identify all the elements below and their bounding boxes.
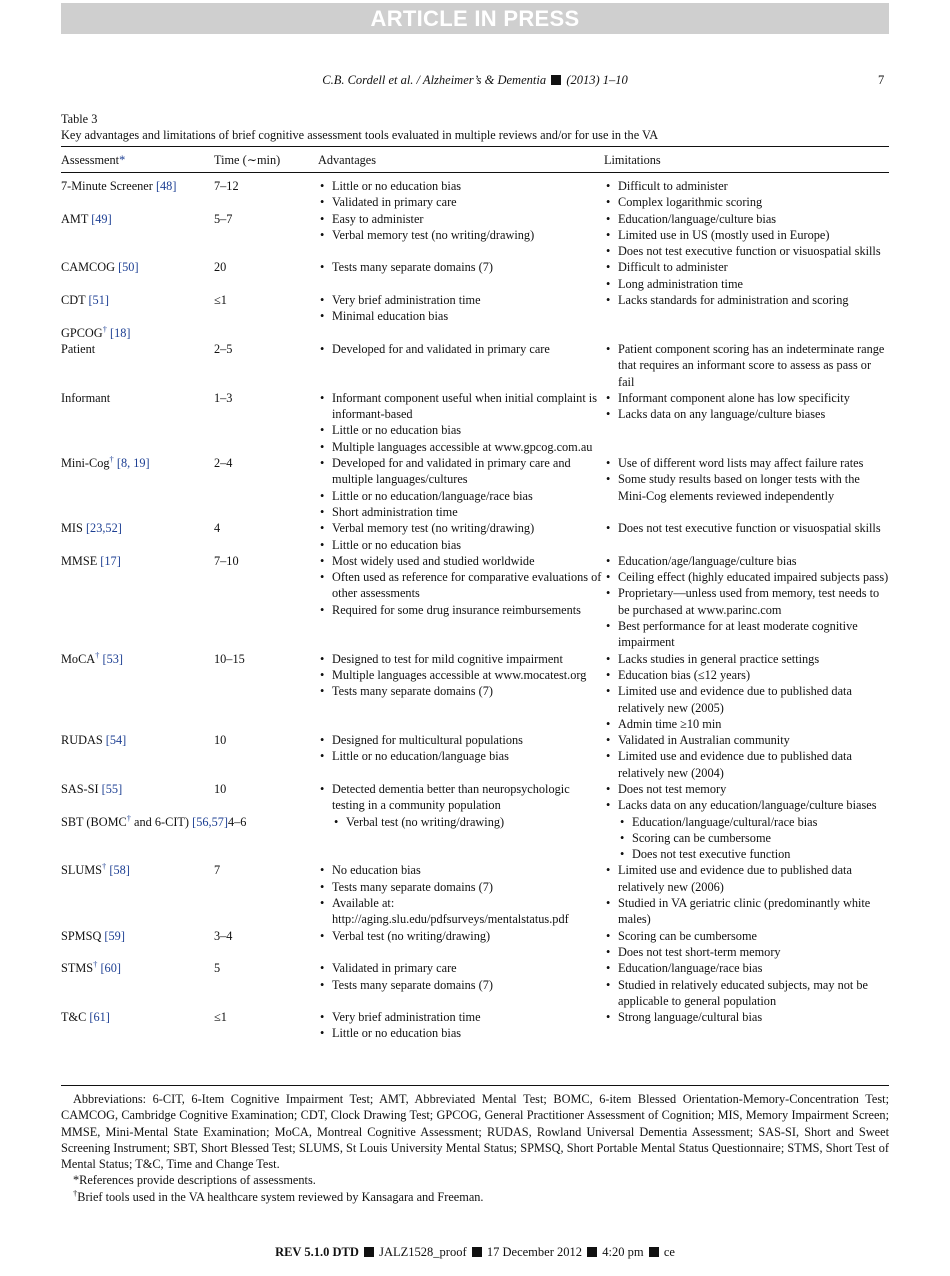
advantages-cell (332, 814, 618, 863)
table-row (61, 341, 889, 390)
table-caption: Key advantages and limitations of brief cognitive assessment tools evaluated in multiple reviews and/or for use in the VA (61, 128, 659, 142)
assessment-cell (61, 390, 214, 455)
abbreviations-note: Abbreviations: 6-CIT, 6-Item Cognitive Impairment Test; AMT, Abbreviated Mental Test; BOMC, 6-item Blessed Orientation-Memory-Concentration Test; CAMCOG, Cambridge Cognitive Examination; CDT, Clock Drawing Test; GPCOG, General Practitioner Assessment of Cognition; MIS, Memory Impairment Screen; MMSE, Mini-Mental State Examination; MoCA, Montreal Cognitive Assessment; RUDAS, Rowland Universal Dementia Assessment; SAS-SI, Short and Sweet Screening Instrument; SBT, Short Blessed Test; SLUMS, St Louis University Mental Status; SPMSQ, Short Portable Mental Status Questionnaire; STMS, Short Test of Mental Status; T&C, Time and Change Test. (61, 1092, 889, 1172)
limitations-cell (604, 390, 889, 455)
dagger-mark: † (109, 454, 114, 465)
table-header-rule (61, 172, 889, 173)
limitation-item: • Education/language/cultural/race bias (618, 814, 903, 830)
limitation-item: • Education/age/language/culture bias (604, 553, 889, 569)
limitation-item: • Best performance for at least moderate cognitive impairment (604, 618, 889, 651)
assessment-name: MoCA (61, 651, 96, 666)
dagger-mark: † (102, 861, 107, 872)
assessment-cell (61, 341, 214, 390)
footer-date: 17 December 2012 (486, 1245, 582, 1259)
time-cell: 10 (214, 733, 227, 748)
limitations-cell (604, 292, 889, 325)
time-cell: 7–10 (214, 553, 239, 568)
table-top-rule (61, 146, 889, 147)
advantage-item: • Most widely used and studied worldwide (318, 553, 604, 569)
assessment-name: SLUMS (61, 863, 103, 878)
footer-initials: ce (663, 1245, 675, 1259)
limitation-item: • Does not test executive function or visuospatial skills (604, 243, 889, 259)
limitations-cell (604, 862, 889, 927)
table-row (61, 390, 889, 455)
running-head-pages: (2013) 1–10 (566, 73, 628, 87)
advantage-item: • Little or no education bias (318, 1025, 604, 1041)
advantage-item: • Verbal memory test (no writing/drawing) (318, 520, 604, 536)
time-cell: 4 (214, 521, 221, 536)
advantage-item: • Informant component useful when initial complaint is informant-based (318, 390, 604, 423)
limitation-item: • Limited use and evidence due to published data relatively new (2004) (604, 748, 889, 781)
assessment-name: MIS (61, 521, 83, 536)
dagger-note-text: Brief tools used in the VA healthcare system reviewed by Kansagara and Freeman. (77, 1189, 484, 1204)
time-cell: 4–6 (228, 814, 247, 829)
advantages-cell (318, 178, 604, 211)
advantages-cell (318, 781, 604, 814)
assessment-cell (61, 292, 214, 325)
limitation-item: • Strong language/cultural bias (604, 1009, 889, 1025)
advantages-cell (318, 960, 604, 1009)
advantage-item: • Required for some drug insurance reimbursements (318, 602, 604, 618)
assessment-name: Patient (61, 341, 96, 356)
proof-footer (0, 1244, 950, 1260)
assessment-name: Mini-Cog (61, 456, 110, 471)
time-cell: 10 (214, 781, 227, 796)
time-cell (214, 325, 318, 341)
references-note: *References provide descriptions of assessments. (73, 1173, 316, 1188)
advantages-cell (318, 341, 604, 390)
table-row (61, 732, 889, 781)
advantage-item: • Short administration time (318, 504, 604, 520)
assessment-cell (61, 651, 214, 732)
assessment-name: SBT (BOMC (61, 814, 127, 829)
limitation-item: • Education/language/culture bias (604, 211, 889, 227)
dagger-mark: † (93, 959, 98, 970)
limitations-cell (604, 1009, 889, 1042)
limitation-item: • Lacks standards for administration and scoring (604, 292, 889, 308)
time-cell: 20 (214, 260, 227, 275)
limitation-item: • Proprietary—unless used from memory, test needs to be purchased at www.parinc.com (604, 585, 889, 618)
limitation-item: • Informant component alone has low specificity (604, 390, 889, 406)
header-assessment-mark[interactable]: * (119, 153, 126, 167)
assessment-cell (61, 732, 214, 781)
assessment-cell (61, 259, 214, 292)
advantage-item: • Verbal test (no writing/drawing) (318, 928, 604, 944)
advantage-item: • Little or no education/language bias (318, 748, 604, 764)
reference-link[interactable]: [61] (89, 1010, 110, 1025)
advantage-item: • Multiple languages accessible at www.gpcog.com.au (318, 439, 604, 455)
running-head-citation: C.B. Cordell et al. / Alzheimer’s & Dementia (322, 73, 547, 87)
advantage-item: • No education bias (318, 862, 604, 878)
advantage-item: • Very brief administration time (318, 292, 604, 308)
assessment-name: AMT (61, 211, 89, 226)
time-cell: ≤1 (214, 293, 227, 308)
advantages-cell (318, 325, 604, 341)
advantages-cell (318, 928, 604, 961)
advantage-item: • Tests many separate domains (7) (318, 259, 604, 275)
reference-link[interactable]: [23,52] (85, 521, 122, 536)
limitation-item: • Scoring can be cumbersome (604, 928, 889, 944)
assessment-name: SPMSQ (61, 928, 102, 943)
assessment-name: RUDAS (61, 733, 103, 748)
table-row (61, 928, 889, 961)
limitation-item: • Limited use and evidence due to published data relatively new (2005) (604, 683, 889, 716)
table-bottom-rule (61, 1085, 889, 1086)
advantage-item: • Verbal test (no writing/drawing) (332, 814, 618, 830)
advantages-cell (318, 390, 604, 455)
table-row (61, 814, 889, 863)
limitations-cell (604, 732, 889, 781)
limitation-item: • Use of different word lists may affect failure rates (604, 455, 889, 471)
limitation-item: • Limited use in US (mostly used in Europe) (604, 227, 889, 243)
advantages-cell (318, 553, 604, 651)
limitation-item: • Does not test executive function (618, 846, 903, 862)
limitation-item: • Education bias (≤12 years) (604, 667, 889, 683)
limitations-cell (604, 325, 889, 341)
limitations-cell (604, 520, 889, 553)
assessment-name: STMS (61, 961, 94, 976)
time-cell: 5–7 (214, 211, 233, 226)
assessment-cell (61, 553, 214, 651)
table-row (61, 292, 889, 325)
limitations-cell (604, 341, 889, 390)
assessment-name: T&C (61, 1010, 87, 1025)
assessment-name: Informant (61, 390, 111, 405)
assessment-cell (61, 960, 214, 1009)
table-row (61, 781, 889, 814)
limitations-cell (604, 553, 889, 651)
assessment-name: SAS-SI (61, 781, 99, 796)
limitations-cell (618, 814, 903, 863)
advantages-cell (318, 259, 604, 292)
advantage-item: • Multiple languages accessible at www.mocatest.org (318, 667, 604, 683)
limitation-item: • Scoring can be cumbersome (618, 830, 903, 846)
table-row (61, 325, 889, 341)
limitation-item: • Validated in Australian community (604, 732, 889, 748)
assessment-cell (61, 520, 214, 553)
advantage-item: • Tests many separate domains (7) (318, 977, 604, 993)
advantages-cell (318, 1009, 604, 1042)
limitation-item: • Does not test short-term memory (604, 944, 889, 960)
limitations-cell (604, 178, 889, 211)
advantage-item: • Little or no education bias (318, 178, 604, 194)
table-row (61, 520, 889, 553)
running-head (0, 72, 950, 88)
advantages-cell (318, 862, 604, 927)
table-row (61, 1009, 889, 1042)
table-label: Table 3 (61, 112, 98, 126)
header-limitations: Limitations (604, 153, 661, 167)
advantages-cell (318, 455, 604, 520)
reference-link[interactable]: [58] (109, 863, 130, 878)
limitation-item: • Admin time ≥10 min (604, 716, 889, 732)
square-glyph-icon (587, 1247, 597, 1257)
limitation-item: • Does not test memory (604, 781, 889, 797)
advantage-item: • Developed for and validated in primary care (318, 341, 604, 357)
reference-link[interactable]: [55] (101, 781, 123, 796)
advantages-cell (318, 211, 604, 260)
reference-link[interactable]: [56,57] (192, 814, 228, 829)
limitation-item: • Complex logarithmic scoring (604, 194, 889, 210)
assessment-cell (61, 455, 214, 520)
advantage-item: • Verbal memory test (no writing/drawing) (318, 227, 604, 243)
time-cell: 7 (214, 863, 221, 878)
assessment-cell (61, 1009, 214, 1042)
reference-link[interactable]: [53] (102, 651, 123, 666)
time-cell: 5 (214, 961, 221, 976)
advantage-item: • Validated in primary care (318, 960, 604, 976)
reference-link[interactable]: [51] (88, 293, 109, 308)
footer-rev: REV 5.1.0 DTD (275, 1245, 359, 1259)
table-row (61, 553, 889, 651)
reference-link[interactable]: [8, 19] (116, 456, 150, 471)
reference-link[interactable]: [17] (100, 553, 121, 568)
assessment-cell (61, 928, 214, 961)
limitations-cell (604, 211, 889, 260)
assessment-cell (61, 325, 214, 341)
advantages-cell (318, 651, 604, 732)
time-cell: 10–15 (214, 651, 245, 666)
reference-link[interactable]: [60] (100, 961, 121, 976)
table-footnotes (61, 1091, 889, 1205)
advantage-item: • Little or no education/language/race bias (318, 488, 604, 504)
advantage-item: • Detected dementia better than neuropsychologic testing in a community population (318, 781, 604, 814)
limitation-item: • Lacks data on any education/language/culture biases (604, 797, 889, 813)
assessment-cell (61, 178, 214, 211)
square-glyph-icon (472, 1247, 482, 1257)
assessment-name: GPCOG (61, 325, 103, 340)
advantages-cell (318, 292, 604, 325)
limitations-cell (604, 455, 889, 520)
dagger-mark: † (73, 1187, 78, 1198)
table-row (61, 960, 889, 1009)
article-in-press-banner: ARTICLE IN PRESS (61, 3, 889, 34)
dagger-note (61, 1189, 889, 1205)
time-cell: 2–4 (214, 456, 233, 471)
limitation-item: • Lacks data on any language/culture biases (604, 406, 889, 422)
reference-link[interactable]: [18] (110, 325, 131, 340)
limitation-item: • Limited use and evidence due to published data relatively new (2006) (604, 862, 889, 895)
limitation-item: • Ceiling effect (highly educated impaired subjects pass) (604, 569, 889, 585)
dagger-mark: † (126, 812, 131, 823)
advantage-item: • Very brief administration time (318, 1009, 604, 1025)
limitation-item: • Education/language/race bias (604, 960, 889, 976)
dagger-mark: † (102, 323, 107, 334)
limitation-item: • Difficult to administer (604, 259, 889, 275)
advantage-item: • Validated in primary care (318, 194, 604, 210)
table-body (61, 178, 889, 1042)
table-row (61, 455, 889, 520)
assessment-name: CAMCOG (61, 260, 115, 275)
limitation-item: • Difficult to administer (604, 178, 889, 194)
reference-link[interactable]: [54] (105, 733, 127, 748)
limitation-item: • Lacks studies in general practice settings (604, 651, 889, 667)
table-row (61, 259, 889, 292)
advantage-item: • Designed to test for mild cognitive impairment (318, 651, 604, 667)
time-cell: 3–4 (214, 928, 233, 943)
table-row (61, 211, 889, 260)
assessment-cell (61, 211, 214, 260)
assessment-cell (61, 862, 214, 927)
assessment-name-tail: and 6-CIT) (130, 814, 190, 829)
limitations-cell (604, 928, 889, 961)
advantage-item: • Developed for and validated in primary care and multiple languages/cultures (318, 455, 604, 488)
limitations-cell (604, 781, 889, 814)
header-assessment-label: Assessment (61, 153, 120, 167)
square-glyph-icon (649, 1247, 659, 1257)
footer-proof-id: JALZ1528_proof (379, 1245, 467, 1259)
reference-link[interactable]: [48] (155, 179, 177, 193)
assessment-name: CDT (61, 293, 86, 308)
limitation-item: • Patient component scoring has an indeterminate range that requires an informant score to assess as pass or fail (604, 341, 889, 390)
limitations-cell (604, 259, 889, 292)
advantage-item: • Tests many separate domains (7) (318, 683, 604, 699)
limitation-item: • Some study results based on longer tests with the Mini-Cog elements reviewed independently (604, 471, 889, 504)
advantage-item: • Minimal education bias (318, 308, 604, 324)
advantage-item: • Easy to administer (318, 211, 604, 227)
square-glyph-icon (551, 75, 561, 85)
limitations-cell (604, 960, 889, 1009)
time-cell: 7–12 (214, 179, 239, 193)
square-glyph-icon (364, 1247, 374, 1257)
limitation-item: • Studied in VA geriatric clinic (predominantly white males) (604, 895, 889, 928)
advantages-cell (318, 520, 604, 553)
assessment-cell (61, 814, 228, 863)
limitation-item: • Does not test executive function or visuospatial skills (604, 520, 889, 536)
reference-link[interactable]: [59] (104, 928, 125, 943)
header-assessment (61, 152, 125, 168)
table-row (61, 651, 889, 732)
time-cell: 2–5 (214, 341, 233, 356)
limitations-cell (604, 651, 889, 732)
advantage-item: • Little or no education bias (318, 537, 604, 553)
time-cell: ≤1 (214, 1010, 227, 1025)
header-advantages: Advantages (318, 153, 377, 167)
advantages-cell (318, 732, 604, 781)
table-row (61, 178, 889, 211)
page-number: 7 (878, 73, 885, 87)
advantage-item: • Often used as reference for comparative evaluations of other assessments (318, 569, 604, 602)
limitation-item: • Studied in relatively educated subjects, may not be applicable to general population (604, 977, 889, 1010)
reference-link[interactable]: [49] (91, 211, 112, 226)
reference-link[interactable]: [50] (118, 260, 139, 275)
assessment-cell (61, 781, 214, 814)
footer-time: 4:20 pm (602, 1245, 644, 1259)
advantage-item: • Little or no education bias (318, 422, 604, 438)
assessment-name: 7-Minute Screener (61, 179, 153, 193)
dagger-mark: † (95, 649, 100, 660)
advantage-item: • Tests many separate domains (7) (318, 879, 604, 895)
advantage-item: • Designed for multicultural populations (318, 732, 604, 748)
advantage-item: • Available at: http://aging.slu.edu/pdfsurveys/mentalstatus.pdf (318, 895, 604, 928)
header-time: Time (∼min) (214, 153, 281, 167)
assessment-name: MMSE (61, 553, 98, 568)
table-row (61, 862, 889, 927)
time-cell: 1–3 (214, 390, 233, 405)
limitation-item: • Long administration time (604, 276, 889, 292)
